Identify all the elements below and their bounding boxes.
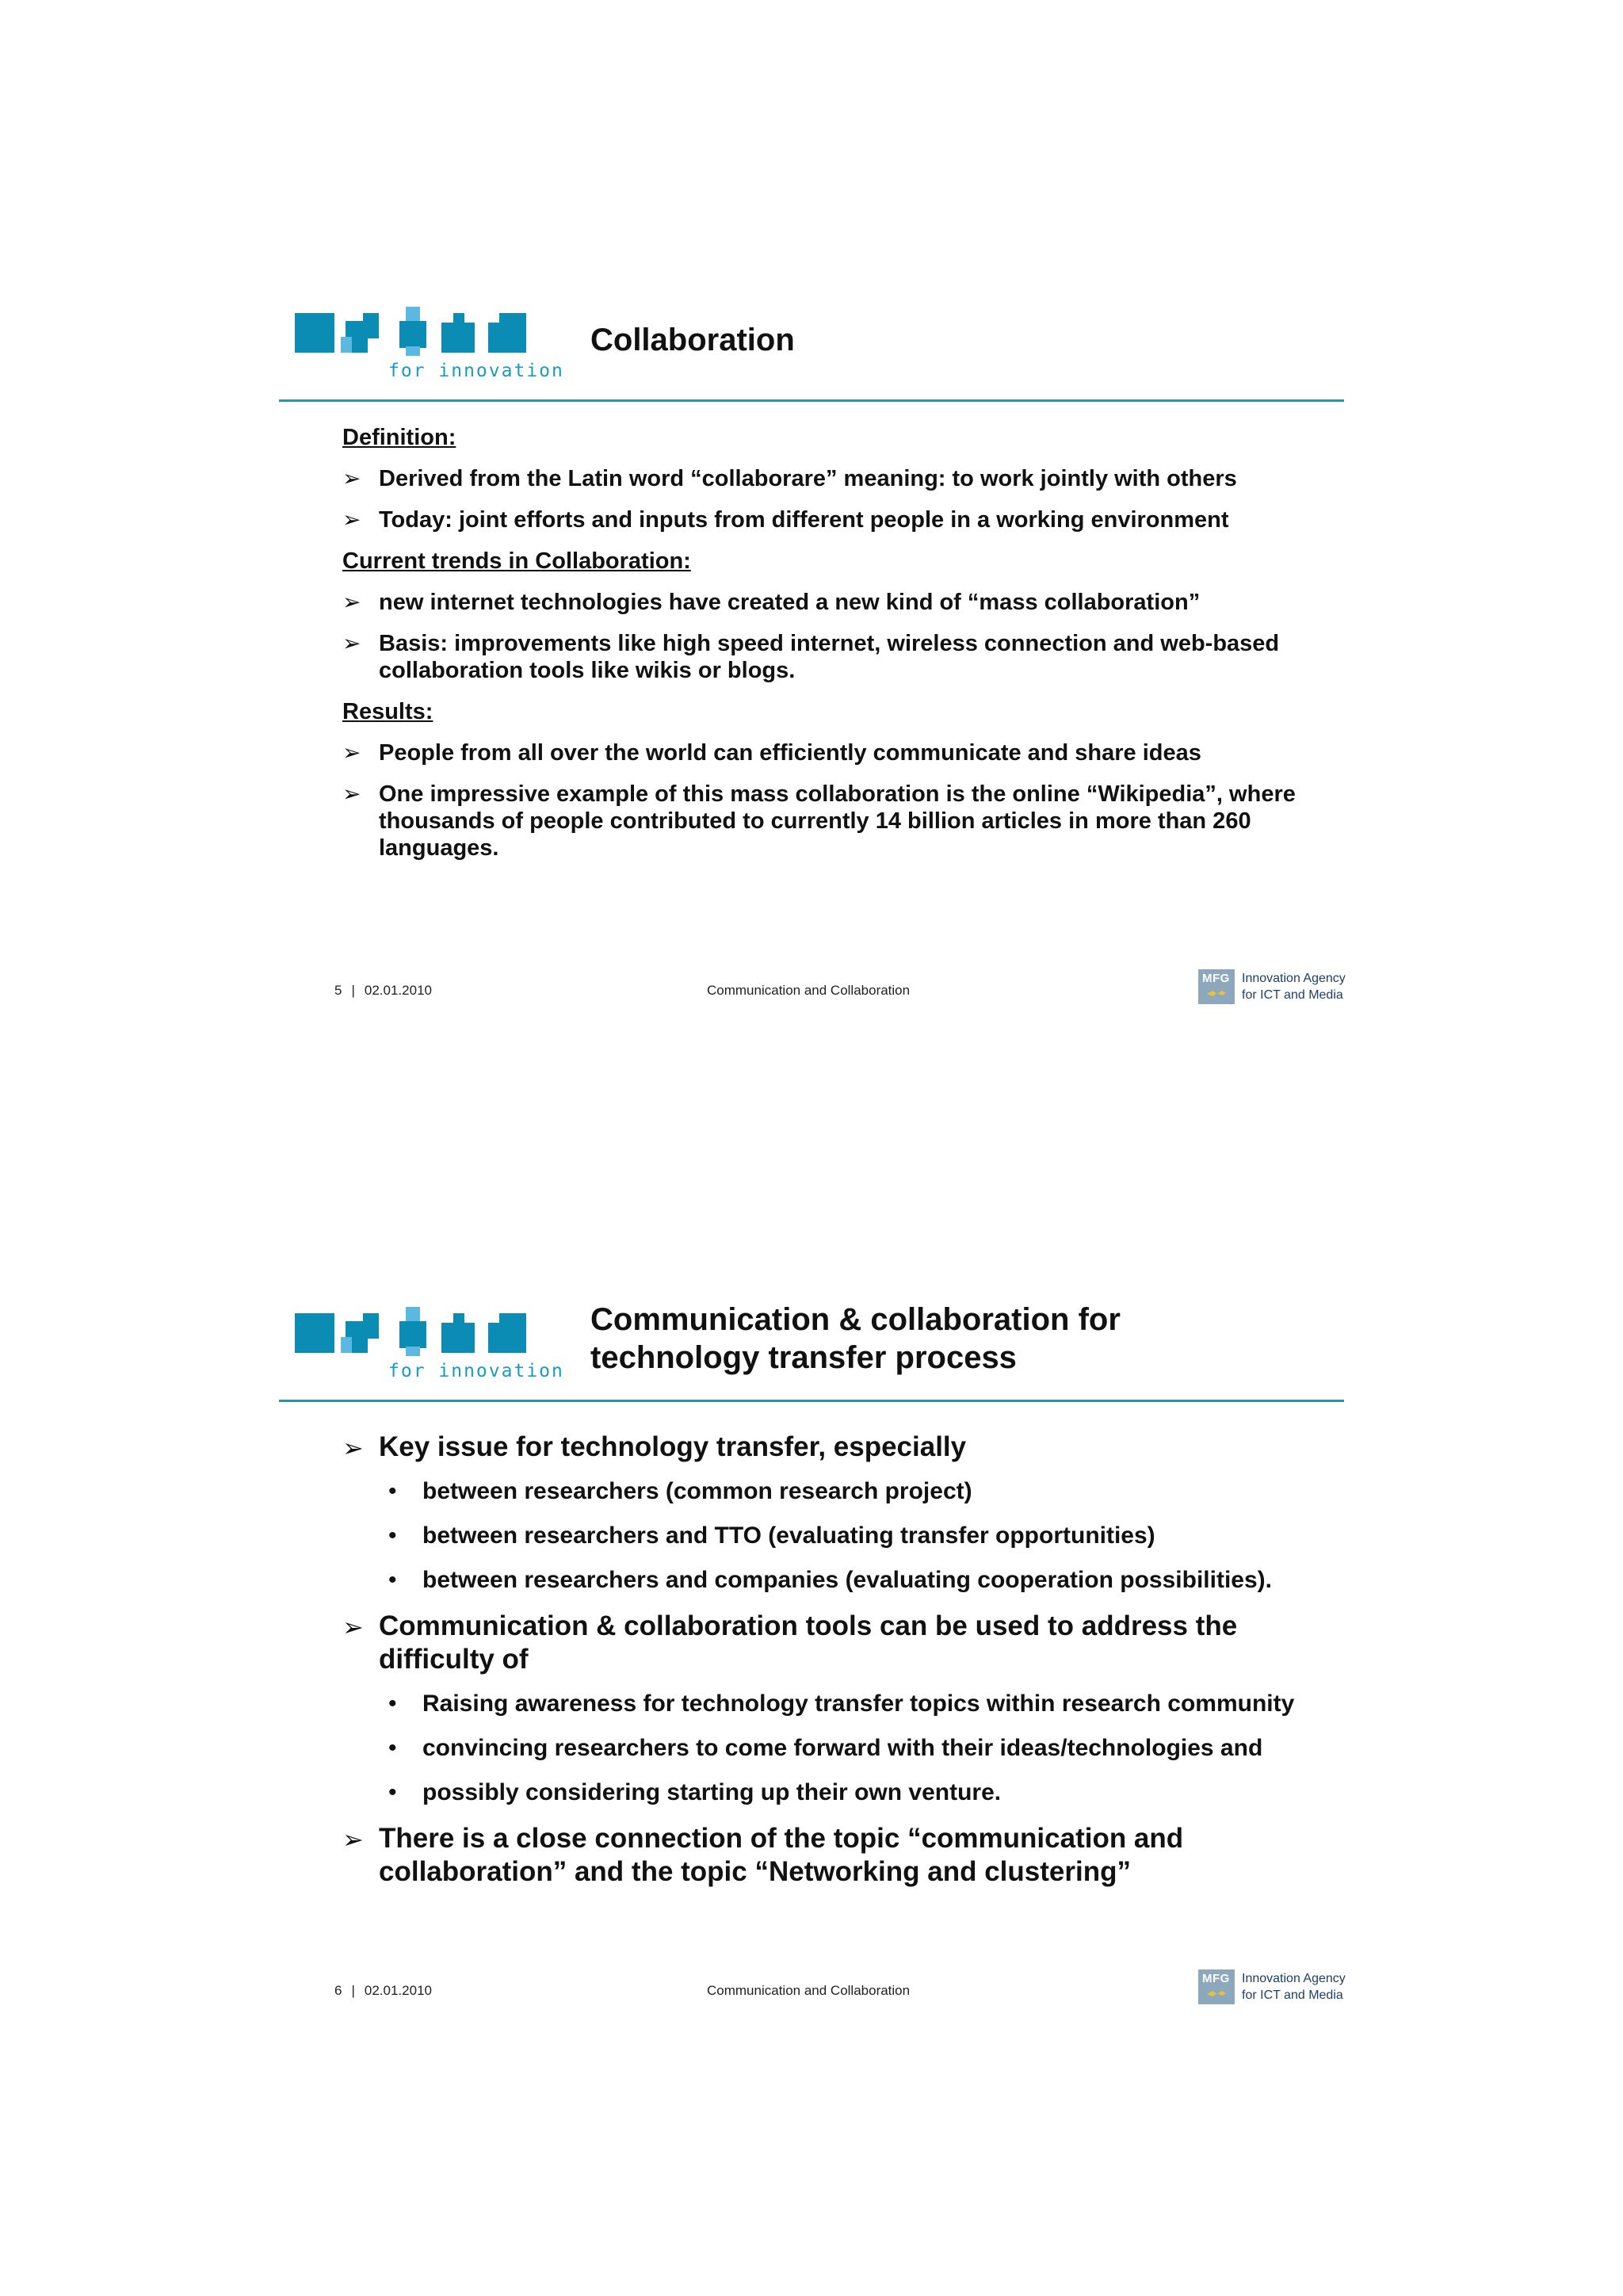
bullet-text: Today: joint efforts and inputs from different people in a working environment [379, 507, 1229, 533]
footer-separator: | [351, 983, 355, 998]
agency-line-2: for ICT and Media [1242, 988, 1343, 1002]
footer-center-text: Communication and Collaboration [707, 1983, 911, 1998]
slide-title [590, 321, 795, 359]
pixel-blocks-logo-icon [295, 1307, 564, 1362]
dot-bullet-icon: • [388, 1735, 397, 1761]
agency-line-2: for ICT and Media [1242, 1988, 1343, 2002]
title-divider [279, 1400, 1344, 1402]
flag-mark-icon [1206, 989, 1227, 997]
logo-caption: for innovation [388, 1361, 564, 1381]
bullet-item [342, 781, 1317, 861]
arrow-bullet-icon: ➢ [342, 781, 361, 806]
slide-title [590, 1301, 1121, 1377]
mfg-logo [1198, 969, 1349, 1010]
section-heading-current-trends: Current trends in Collaboration: [342, 548, 691, 574]
agency-line-1: Innovation Agency [1242, 1972, 1346, 1985]
agency-name [1242, 1970, 1346, 2004]
page-number: 5 [334, 983, 342, 998]
slide-content [342, 424, 1317, 876]
slide-footer [279, 972, 1346, 1026]
sub-item-text: between researchers (common research project) [422, 1478, 972, 1504]
footer-page-info [334, 983, 432, 999]
arrow-bullet-icon: ➢ [342, 1825, 364, 1854]
for-innovation-logo [295, 307, 564, 384]
sub-list-item [342, 1733, 1317, 1763]
flag-mark-icon [1206, 1989, 1227, 1997]
mfg-logo [1198, 1969, 1349, 2011]
bullet-item [342, 465, 1317, 492]
sub-item-text: Raising awareness for technology transfer topics within research community [422, 1690, 1295, 1717]
bullet-item [342, 589, 1317, 616]
footer-date: 02.01.2010 [364, 983, 432, 998]
bullet-item [342, 506, 1317, 533]
section-heading-results: Results: [342, 699, 433, 724]
bullet-text: Derived from the Latin word “collaborare” meaning: to work jointly with others [379, 466, 1237, 491]
bullet-text: People from all over the world can efficiently communicate and share ideas [379, 740, 1201, 766]
sub-list-item [342, 1778, 1317, 1807]
arrow-bullet-icon: ➢ [342, 507, 361, 532]
sub-item-text: possibly considering starting up their own venture. [422, 1779, 1002, 1805]
arrow-bullet-icon: ➢ [342, 590, 361, 614]
sub-list [342, 1689, 1317, 1807]
arrow-bullet-icon: ➢ [342, 1434, 364, 1462]
footer-center-text: Communication and Collaboration [707, 983, 911, 998]
sub-item-text: between researchers and companies (evaluating cooperation possibilities). [422, 1567, 1272, 1593]
footer-page-info [334, 1983, 432, 1999]
arrow-bullet-icon: ➢ [342, 1613, 364, 1641]
bullet-text: Key issue for technology transfer, especially [379, 1431, 967, 1462]
bullet-text: One impressive example of this mass collaboration is the online “Wikipedia”, where thousands of people contributed to currently 14 billion articles in more than 260 languages. [379, 781, 1296, 861]
bullet-text: There is a close connection of the topic “communication and collaboration” and the topic “Networking and clustering” [379, 1823, 1184, 1887]
title-divider [279, 399, 1344, 402]
bullet-item [342, 1822, 1317, 1889]
bullet-text: Communication & collaboration tools can be used to address the difficulty of [379, 1610, 1238, 1675]
arrow-bullet-icon: ➢ [342, 466, 361, 491]
logo-caption: for innovation [388, 361, 564, 381]
agency-line-1: Innovation Agency [1242, 972, 1346, 985]
slide-title-line: Communication & collaboration for [590, 1302, 1121, 1337]
sub-list [342, 1477, 1317, 1595]
slide-title-line: technology transfer process [590, 1340, 1017, 1375]
sub-item-text: between researchers and TTO (evaluating transfer opportunities) [422, 1522, 1155, 1549]
footer-separator: | [351, 1983, 355, 1998]
arrow-bullet-icon: ➢ [342, 631, 361, 655]
slide-footer [279, 1972, 1346, 2027]
agency-name [1242, 970, 1346, 1003]
section-heading-definition: Definition: [342, 425, 456, 450]
slide-6 [279, 1297, 1344, 2027]
sub-list-item [342, 1689, 1317, 1718]
slide-title-line: Collaboration [590, 323, 795, 357]
bullet-item [342, 630, 1317, 684]
dot-bullet-icon: • [388, 1690, 397, 1717]
arrow-bullet-icon: ➢ [342, 740, 361, 765]
bullet-item [342, 1431, 1317, 1464]
bullet-text: Basis: improvements like high speed internet, wireless connection and web-based collaboration tools like wikis or blogs. [379, 631, 1280, 683]
footer-date: 02.01.2010 [364, 1983, 432, 1998]
dot-bullet-icon: • [388, 1478, 397, 1504]
pixel-blocks-logo-icon [295, 307, 564, 362]
mfg-badge-text: MFG [1202, 1972, 1230, 1985]
dot-bullet-icon: • [388, 1779, 397, 1805]
slide-5 [279, 297, 1344, 1026]
slide-content [342, 1431, 1317, 1901]
mfg-badge-text: MFG [1202, 972, 1230, 985]
mfg-logo-icon [1198, 969, 1235, 1004]
sub-list-item [342, 1521, 1317, 1550]
for-innovation-logo [295, 1307, 564, 1385]
bullet-item [342, 739, 1317, 766]
sub-list-item [342, 1477, 1317, 1506]
dot-bullet-icon: • [388, 1567, 397, 1593]
dot-bullet-icon: • [388, 1522, 397, 1549]
bullet-item [342, 1610, 1317, 1676]
mfg-logo-icon [1198, 1969, 1235, 2004]
bullet-text: new internet technologies have created a new kind of “mass collaboration” [379, 590, 1201, 615]
page-number: 6 [334, 1983, 342, 1998]
sub-item-text: convincing researchers to come forward with their ideas/technologies and [422, 1735, 1263, 1761]
sub-list-item [342, 1565, 1317, 1595]
